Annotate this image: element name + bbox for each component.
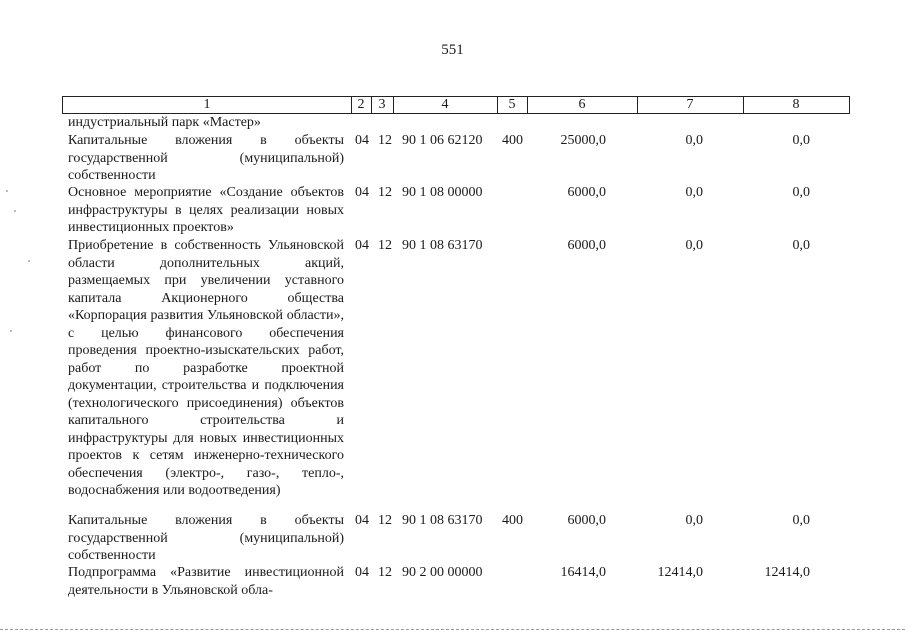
row-description: Приобретение в собственность Ульяновской области дополнительных акций, размещаемых при увеличении уставного капитала Акционерного общества «Корпорация развития Ульяновской области», с целью финансового обеспечения проведения проектно-изыскательских работ, работ по разработке проектной документации, строительства и подключения (технологического присоединения) объектов капитального строительства и инфраструктуры для новых инвестиционных проектов к сетям инженерно-технического обеспечения (электро-, газо-, тепло-, водоснабжения или водоотведения) — [68, 238, 344, 498]
cell-section: 04 — [355, 565, 369, 580]
scan-speck — [10, 330, 12, 332]
cell-amount-col7: 0,0 — [685, 185, 703, 200]
cell-subsection: 12 — [378, 513, 392, 528]
cell-section: 04 — [355, 185, 369, 200]
column-header-2: 2 — [351, 97, 372, 113]
cell-amount-col6: 6000,0 — [567, 185, 606, 200]
column-header-8: 8 — [792, 97, 800, 112]
scan-speck — [14, 210, 16, 212]
cell-target-code: 90 1 08 00000 — [402, 185, 483, 200]
cell-amount-col6: 6000,0 — [567, 238, 606, 253]
cell-amount-col7: 0,0 — [685, 513, 703, 528]
cell-section: 04 — [355, 133, 369, 148]
column-header-3: 3 — [371, 97, 394, 113]
cell-target-code: 90 1 08 63170 — [402, 513, 483, 528]
cell-target-code: 90 2 00 00000 — [402, 565, 483, 580]
column-header-7: 7 — [637, 97, 744, 113]
scan-edge-line — [0, 629, 905, 631]
cell-amount-col7: 0,0 — [685, 238, 703, 253]
column-header-4: 4 — [393, 97, 498, 113]
row-description: Капитальные вложения в объекты государственной (муниципальной) собственности — [68, 133, 344, 183]
cell-subsection: 12 — [378, 565, 392, 580]
cell-section: 04 — [355, 513, 369, 528]
cell-subsection: 12 — [378, 185, 392, 200]
cell-amount-col6: 6000,0 — [567, 513, 606, 528]
row-description: индустриальный парк «Мастер» — [68, 115, 261, 130]
cell-expense-type: 400 — [502, 513, 523, 528]
cell-amount-col7: 0,0 — [685, 133, 703, 148]
row-description: Капитальные вложения в объекты государственной (муниципальной) собственности — [68, 513, 344, 563]
cell-amount-col7: 12414,0 — [657, 565, 703, 580]
table-header-row — [62, 96, 850, 114]
scan-speck — [6, 190, 8, 192]
cell-section: 04 — [355, 238, 369, 253]
cell-subsection: 12 — [378, 238, 392, 253]
cell-amount-col6: 25000,0 — [560, 133, 606, 148]
cell-amount-col8: 12414,0 — [764, 565, 810, 580]
page-number: 551 — [441, 42, 464, 58]
row-description: Подпрограмма «Развитие инвестиционной деятельности в Ульяновской обла- — [68, 565, 344, 598]
cell-amount-col8: 0,0 — [792, 185, 810, 200]
cell-amount-col6: 16414,0 — [560, 565, 606, 580]
cell-target-code: 90 1 06 62120 — [402, 133, 483, 148]
cell-amount-col8: 0,0 — [792, 238, 810, 253]
scan-speck — [28, 260, 30, 262]
cell-amount-col8: 0,0 — [792, 133, 810, 148]
column-header-1: 1 — [63, 97, 352, 113]
row-description: Основное мероприятие «Создание объектов инфраструктуры в целях реализации новых инвестиционных проектов» — [68, 185, 344, 235]
cell-subsection: 12 — [378, 133, 392, 148]
cell-target-code: 90 1 08 63170 — [402, 238, 483, 253]
cell-amount-col8: 0,0 — [792, 513, 810, 528]
column-header-6: 6 — [527, 97, 638, 113]
column-header-5: 5 — [497, 97, 528, 113]
cell-expense-type: 400 — [502, 133, 523, 148]
